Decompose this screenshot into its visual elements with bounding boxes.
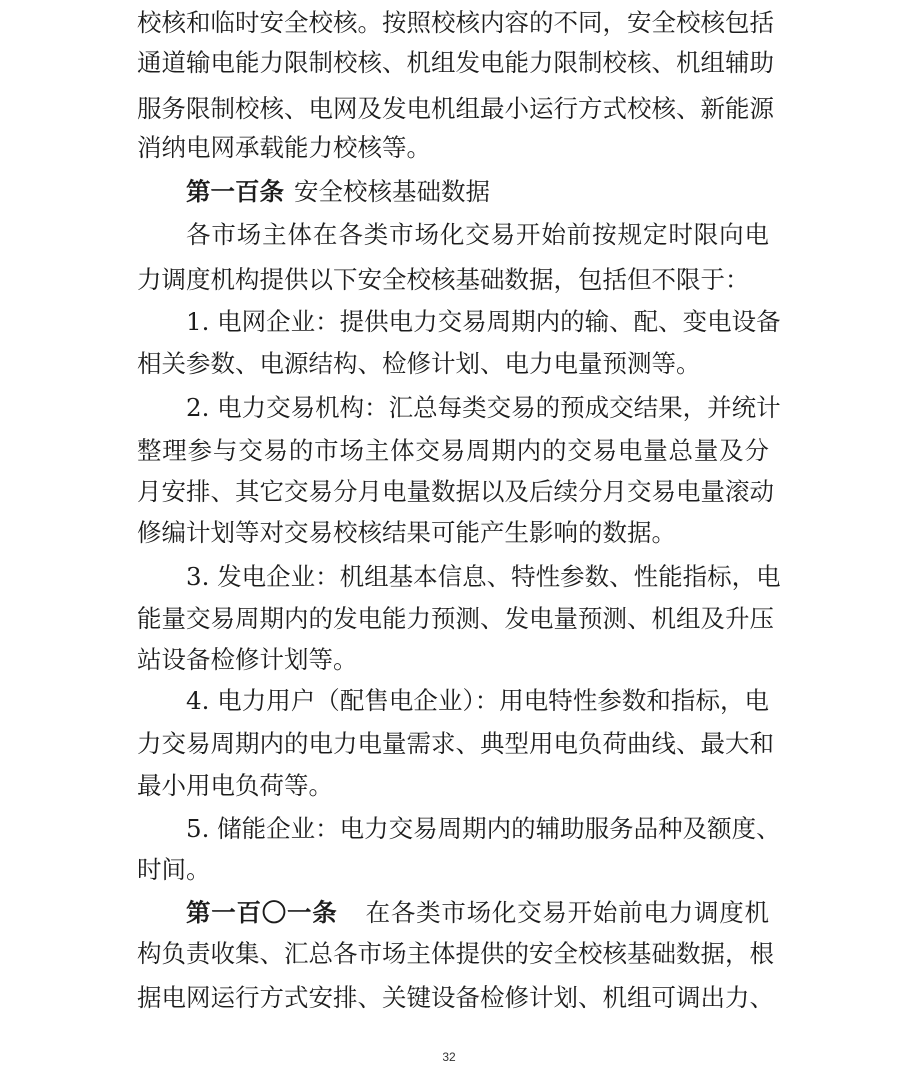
article-first-line: 在各类市场化交易开始前电力调度机 <box>365 898 770 927</box>
list-item-line: 4. 电力用户（配售电企业）：用电特性参数和指标，电 <box>186 686 769 715</box>
article-label: 第一百〇一条 <box>186 898 338 927</box>
article-label: 第一百条 <box>186 177 284 206</box>
list-item-line: 时间。 <box>137 855 211 884</box>
list-item-line: 5. 储能企业：电力交易周期内的辅助服务品种及额度、 <box>186 814 781 843</box>
list-item-line: 2. 电力交易机构：汇总每类交易的预成交结果，并统计 <box>186 393 781 422</box>
paragraph-line: 服务限制校核、电网及发电机组最小运行方式校核、新能源 <box>137 94 774 123</box>
list-item-line: 能量交易周期内的发电能力预测、发电量预测、机组及升压 <box>137 604 774 633</box>
paragraph-line: 各市场主体在各类市场化交易开始前按规定时限向电 <box>186 220 769 249</box>
paragraph-line: 消纳电网承载能力校核等。 <box>137 133 431 162</box>
list-item-line: 月安排、其它交易分月电量数据以及后续分月交易电量滚动 <box>137 477 774 506</box>
list-item-line: 整理参与交易的市场主体交易周期内的交易电量总量及分 <box>137 436 769 465</box>
list-item-line: 最小用电负荷等。 <box>137 771 333 800</box>
paragraph-line: 构负责收集、汇总各市场主体提供的安全校核基础数据，根 <box>137 939 774 968</box>
paragraph-line: 通道输电能力限制校核、机组发电能力限制校核、机组辅助 <box>137 48 774 77</box>
list-item-line: 3. 发电企业：机组基本信息、特性参数、性能指标，电 <box>186 562 781 591</box>
article-heading <box>186 890 769 936</box>
list-item-line: 1. 电网企业：提供电力交易周期内的输、配、变电设备 <box>186 307 781 336</box>
article-heading <box>186 169 769 215</box>
list-item-line: 修编计划等对交易校核结果可能产生影响的数据。 <box>137 518 676 547</box>
paragraph-line: 据电网运行方式安排、关键设备检修计划、机组可调出力、 <box>137 983 774 1012</box>
paragraph-line: 力调度机构提供以下安全校核基础数据，包括但不限于： <box>137 265 750 294</box>
list-item-line: 力交易周期内的电力电量需求、典型用电负荷曲线、最大和 <box>137 729 774 758</box>
paragraph-line: 校核和临时安全校核。按照校核内容的不同，安全校核包括 <box>137 8 774 37</box>
page-number: 32 <box>442 1050 456 1064</box>
list-item-line: 站设备检修计划等。 <box>137 645 358 674</box>
article-title: 安全校核基础数据 <box>294 177 490 206</box>
list-item-line: 相关参数、电源结构、检修计划、电力电量预测等。 <box>137 349 701 378</box>
